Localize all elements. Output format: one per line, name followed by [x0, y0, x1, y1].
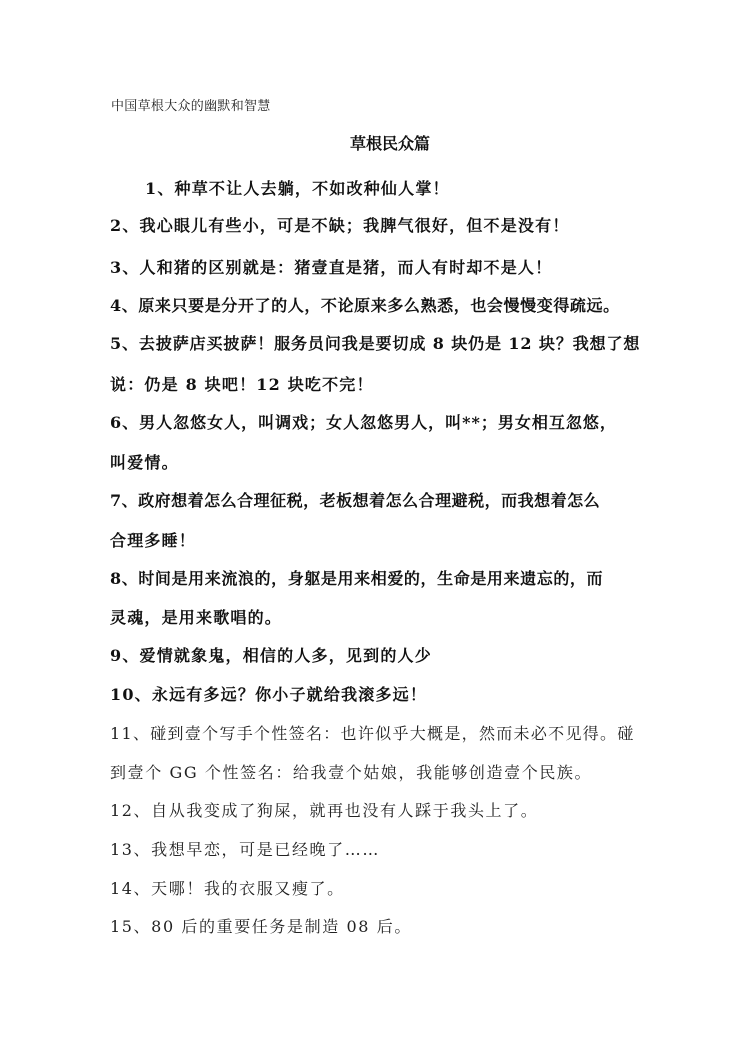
joke-line-6b: 叫爱情。: [110, 453, 179, 472]
joke-line-5a: 5、去披萨店买披萨！服务员问我是要切成 8 块仍是 12 块？我想了想: [110, 334, 641, 353]
joke-line-8a: 8、时间是用来流浪的，身躯是用来相爱的，生命是用来遗忘的，而: [110, 569, 604, 588]
joke-line-8b: 灵魂，是用来歌唱的。: [110, 608, 283, 627]
joke-line-15: 15、80 后的重要任务是制造 08 后。: [110, 917, 412, 936]
joke-line-1: 1、种草不让人去躺，不如改种仙人掌！: [145, 179, 450, 198]
section-title: 草根民众篇: [349, 134, 430, 153]
joke-line-14: 14、天哪！我的衣服又瘦了。: [110, 879, 345, 898]
joke-line-10: 10、永远有多远？你小子就给我滚多远！: [110, 685, 428, 704]
joke-line-6a: 6、男人忽悠女人，叫调戏；女人忽悠男人，叫**；男女相互忽悠，: [110, 413, 617, 432]
joke-line-9: 9、爱情就象鬼，相信的人多，见到的人少: [110, 646, 432, 665]
joke-line-7b: 合理多睡！: [110, 531, 197, 550]
joke-line-11a: 11、碰到壹个写手个性签名：也许似乎大概是，然而未必不见得。碰: [110, 724, 635, 743]
joke-line-3: 3、人和猪的区别就是：猪壹直是猪，而人有时却不是人！: [110, 258, 553, 277]
joke-line-4: 4、原来只要是分开了的人，不论原来多么熟悉，也会慢慢变得疏远。: [110, 296, 620, 315]
page-header: 中国草根大众的幽默和智慧: [111, 99, 271, 114]
joke-line-13: 13、我想早恋，可是已经晚了……: [110, 840, 380, 859]
joke-line-12: 12、自从我变成了狗屎，就再也没有人踩于我头上了。: [110, 801, 539, 820]
joke-line-5b: 说：仍是 8 块吧！12 块吃不完！: [110, 375, 374, 394]
joke-line-7a: 7、政府想着怎么合理征税，老板想着怎么合理避税，而我想着怎么: [110, 491, 601, 510]
joke-line-2: 2、我心眼儿有些小，可是不缺；我脾气很好，但不是没有！: [110, 216, 570, 235]
joke-line-11b: 到壹个 GG 个性签名：给我壹个姑娘，我能够创造壹个民族。: [110, 763, 593, 782]
